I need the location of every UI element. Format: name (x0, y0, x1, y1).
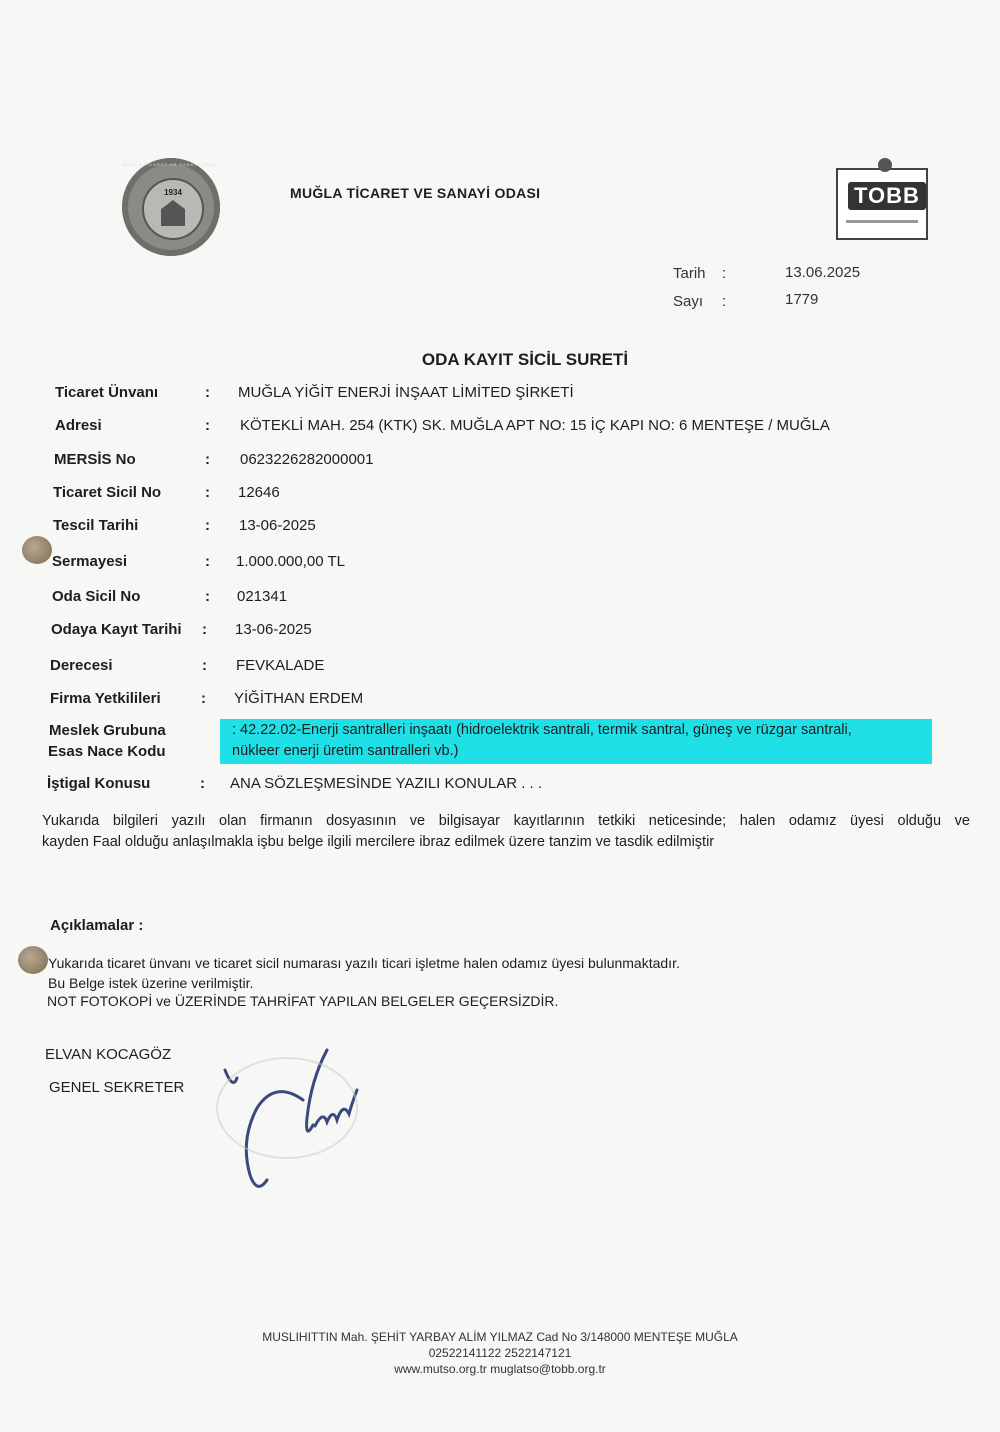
field-value: 13-06-2025 (235, 621, 312, 638)
footer-web: www.mutso.org.tr muglatso@tobb.org.tr (394, 1362, 606, 1376)
field-value: KÖTEKLİ MAH. 254 (KTK) SK. MUĞLA APT NO: 15 İÇ KAPI NO: 6 MENTEŞE / MUĞLA (240, 417, 830, 434)
field-colon: : (205, 553, 210, 570)
signatory-name: ELVAN KOCAGÖZ (45, 1046, 172, 1063)
field-colon: : (205, 517, 210, 534)
explanations-title: Açıklamalar : (50, 917, 144, 934)
field-value: 13-06-2025 (239, 517, 316, 534)
nace-label-line1: Meslek Grubuna (49, 722, 166, 739)
number-value: 1779 (785, 291, 819, 308)
seal-ring-text: MUĞLA TİCARET VE SANAYİ ODASI (122, 162, 220, 167)
nace-value-line2: nükleer enerji üretim santralleri vb.) (232, 743, 459, 759)
explanation-line2: Bu Belge istek üzerine verilmiştir. (48, 975, 254, 991)
tobb-logo-text: TOBB (848, 182, 926, 210)
document-title: ODA KAYIT SİCİL SURETİ (421, 350, 629, 369)
field-colon: : (200, 775, 205, 792)
date-label: Tarih (673, 265, 706, 282)
explanation-line1: Yukarıda ticaret ünvanı ve ticaret sicil numarası yazılı ticari işletme halen odamız üyesi bulunmaktadır. (48, 955, 680, 971)
field-label: Odaya Kayıt Tarihi (51, 621, 182, 638)
field-value: MUĞLA YİĞİT ENERJİ İNŞAAT LİMİTED ŞİRKETİ (238, 384, 574, 401)
signatory-title: GENEL SEKRETER (49, 1079, 185, 1096)
field-label: Sermayesi (52, 553, 128, 570)
field-value: 0623226282000001 (240, 451, 374, 468)
handwritten-signature (215, 1030, 375, 1200)
field-label: Adresi (55, 417, 102, 434)
statement-paragraph (42, 811, 970, 853)
field-value: 1.000.000,00 TL (236, 553, 345, 570)
field-colon: : (205, 588, 210, 605)
nace-label-line2: Esas Nace Kodu (48, 743, 166, 760)
field-label: Firma Yetkilileri (50, 690, 161, 707)
istigal-label: İştigal Konusu (47, 775, 151, 792)
seal-inner (142, 178, 204, 240)
field-colon: : (202, 621, 207, 638)
field-colon: : (201, 690, 206, 707)
field-colon: : (202, 657, 207, 674)
field-label: Derecesi (50, 657, 113, 674)
footer-phones: 02522141122 2522147121 (428, 1346, 572, 1360)
field-colon: : (205, 484, 210, 501)
tobb-logo (836, 168, 928, 240)
stain-mark (18, 946, 48, 974)
field-value: YİĞİTHAN ERDEM (234, 690, 364, 707)
statement-line2: kayden Faal olduğu anlaşılmakla işbu belge ilgili mercilere ibraz edilmek üzere tanzim ve tasdik edilmiştir (42, 834, 715, 850)
field-value: 021341 (237, 588, 288, 605)
field-colon: : (205, 417, 210, 434)
field-colon: : (205, 384, 210, 401)
istigal-value: ANA SÖZLEŞMESİNDE YAZILI KONULAR . . . (230, 775, 543, 792)
field-value: FEVKALADE (236, 657, 325, 674)
chamber-name: MUĞLA TİCARET VE SANAYİ ODASI (290, 185, 541, 201)
building-icon (161, 200, 185, 226)
date-value: 13.06.2025 (785, 264, 861, 281)
number-colon: : (722, 293, 727, 310)
field-label: Oda Sicil No (52, 588, 141, 605)
chamber-seal-logo (122, 158, 220, 256)
logo-subtitle-bar (846, 220, 918, 223)
footer-address: MUSLIHITTIN Mah. ŞEHİT YARBAY ALİM YILMAZ Cad No 3/148000 MENTEŞE MUĞLA (262, 1330, 738, 1344)
statement-line1: Yukarıda bilgileri yazılı olan firmanın dosyasının ve bilgisayar kayıtlarının tetkiki neticesinde; halen odamız üyesi olduğu ve (42, 813, 970, 829)
field-label: MERSİS No (54, 451, 136, 468)
field-label: Ticaret Ünvanı (55, 384, 159, 401)
stain-mark (22, 536, 52, 564)
number-label: Sayı (673, 293, 704, 310)
field-colon: : (205, 451, 210, 468)
field-label: Tescil Tarihi (53, 517, 139, 534)
field-label: Ticaret Sicil No (53, 484, 162, 501)
crescent-icon (878, 158, 892, 172)
field-value: 12646 (238, 484, 280, 501)
nace-value-line1: : 42.22.02-Enerji santralleri inşaatı (hidroelektrik santrali, termik santral, güneş ve rüzgar santrali, (232, 722, 852, 738)
explanation-line3: NOT FOTOKOPİ ve ÜZERİNDE TAHRİFAT YAPILAN BELGELER GEÇERSİZDİR. (47, 993, 559, 1009)
date-colon: : (722, 265, 727, 282)
seal-year: 1934 (164, 188, 182, 197)
